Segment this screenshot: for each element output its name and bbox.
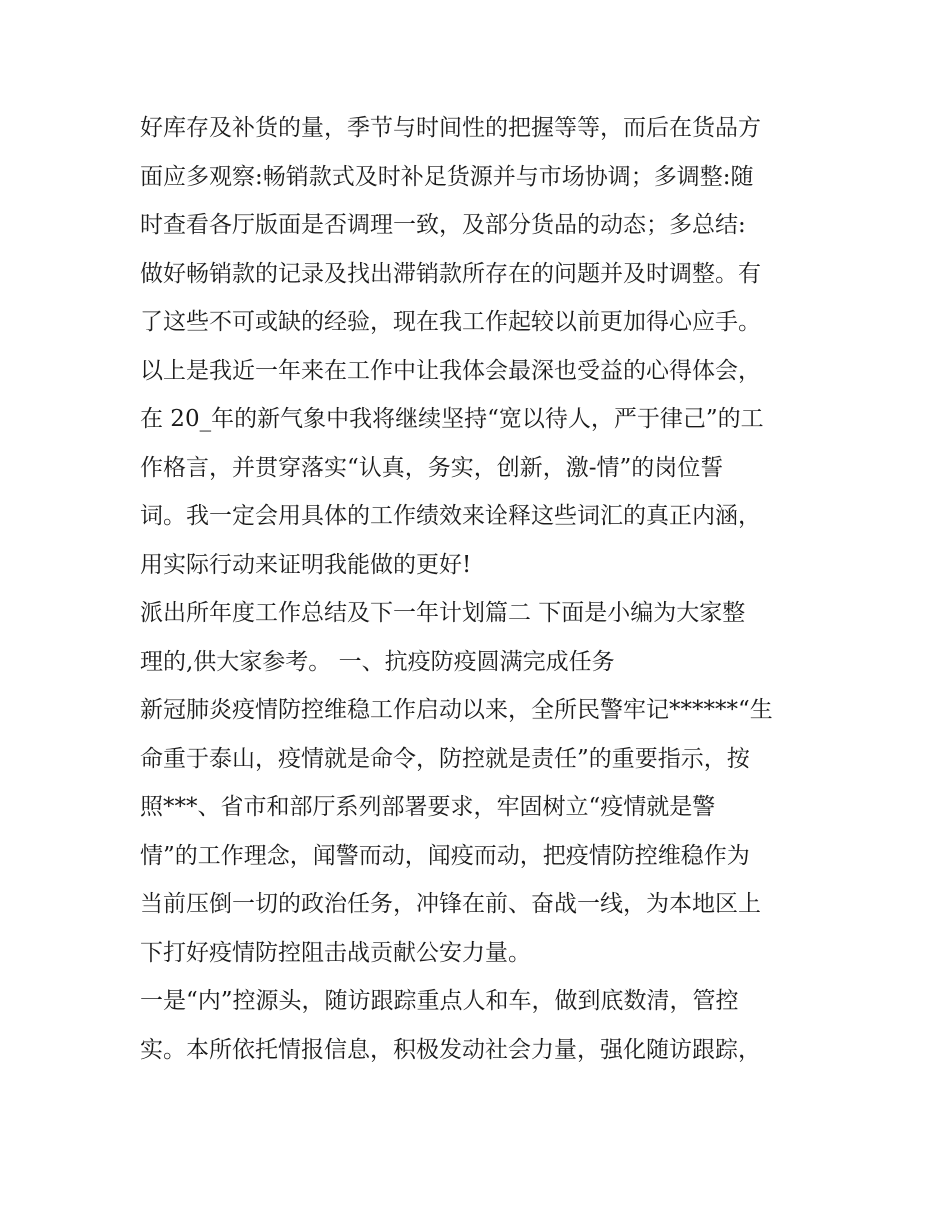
text-line: 作格言，并贯穿落实“认真，务实，创新，激-情”的岗位誓 [140,454,724,481]
text-line: 理的,供大家参考。 一、抗疫防疫圆满完成任务 [140,648,615,675]
body-text [140,104,820,1074]
text-line: 词。我一定会用具体的工作绩效来诠释这些词汇的真正内涵， [140,503,761,529]
text-line: 面应多观察:畅销款式及时补足货源并与市场协调；多调整:随 [140,163,754,190]
text-line: 命重于泰山，疫情就是命令，防控就是责任”的重要指示，按 [140,745,750,772]
text-line: 用实际行动来证明我能做的更好! [140,551,472,578]
text-line: 以上是我近一年来在工作中让我体会最深也受益的心得体会， [140,357,761,384]
text-line: 派出所年度工作总结及下一年计划篇二 下面是小编为大家整 [140,600,746,626]
text-line: 下打好疫情防控阻击战贡献公安力量。 [140,939,531,966]
text-line: 在 20_年的新气象中我将继续坚持“宽以待人，严于律己”的工 [140,406,764,432]
text-line: 好库存及补货的量，季节与时间性的把握等等，而后在货品方 [140,115,761,141]
text-line: 做好畅销款的记录及找出滞销款所存在的问题并及时调整。有 [140,260,761,287]
text-line: 当前压倒一切的政治任务，冲锋在前、奋战一线，为本地区上 [140,891,761,917]
text-line: 一是“内”控源头，随访跟踪重点人和车，做到底数清，管控 [140,988,739,1014]
text-line: 时查看各厅版面是否调理一致，及部分货品的动态；多总结: [140,212,746,238]
text-line: 了这些不可或缺的经验，现在我工作起较以前更加得心应手。 [140,309,761,335]
text-line: 实。本所依托情报信息，积极发动社会力量，强化随访跟踪， [140,1036,761,1063]
text-line: 新冠肺炎疫情防控维稳工作启动以来，全所民警牢记******“生 [140,697,773,723]
text-line: 情”的工作理念，闻警而动，闻疫而动，把疫情防控维稳作为 [140,842,750,869]
text-line: 照***、省市和部厅系列部署要求，牢固树立“疫情就是警 [140,794,716,820]
